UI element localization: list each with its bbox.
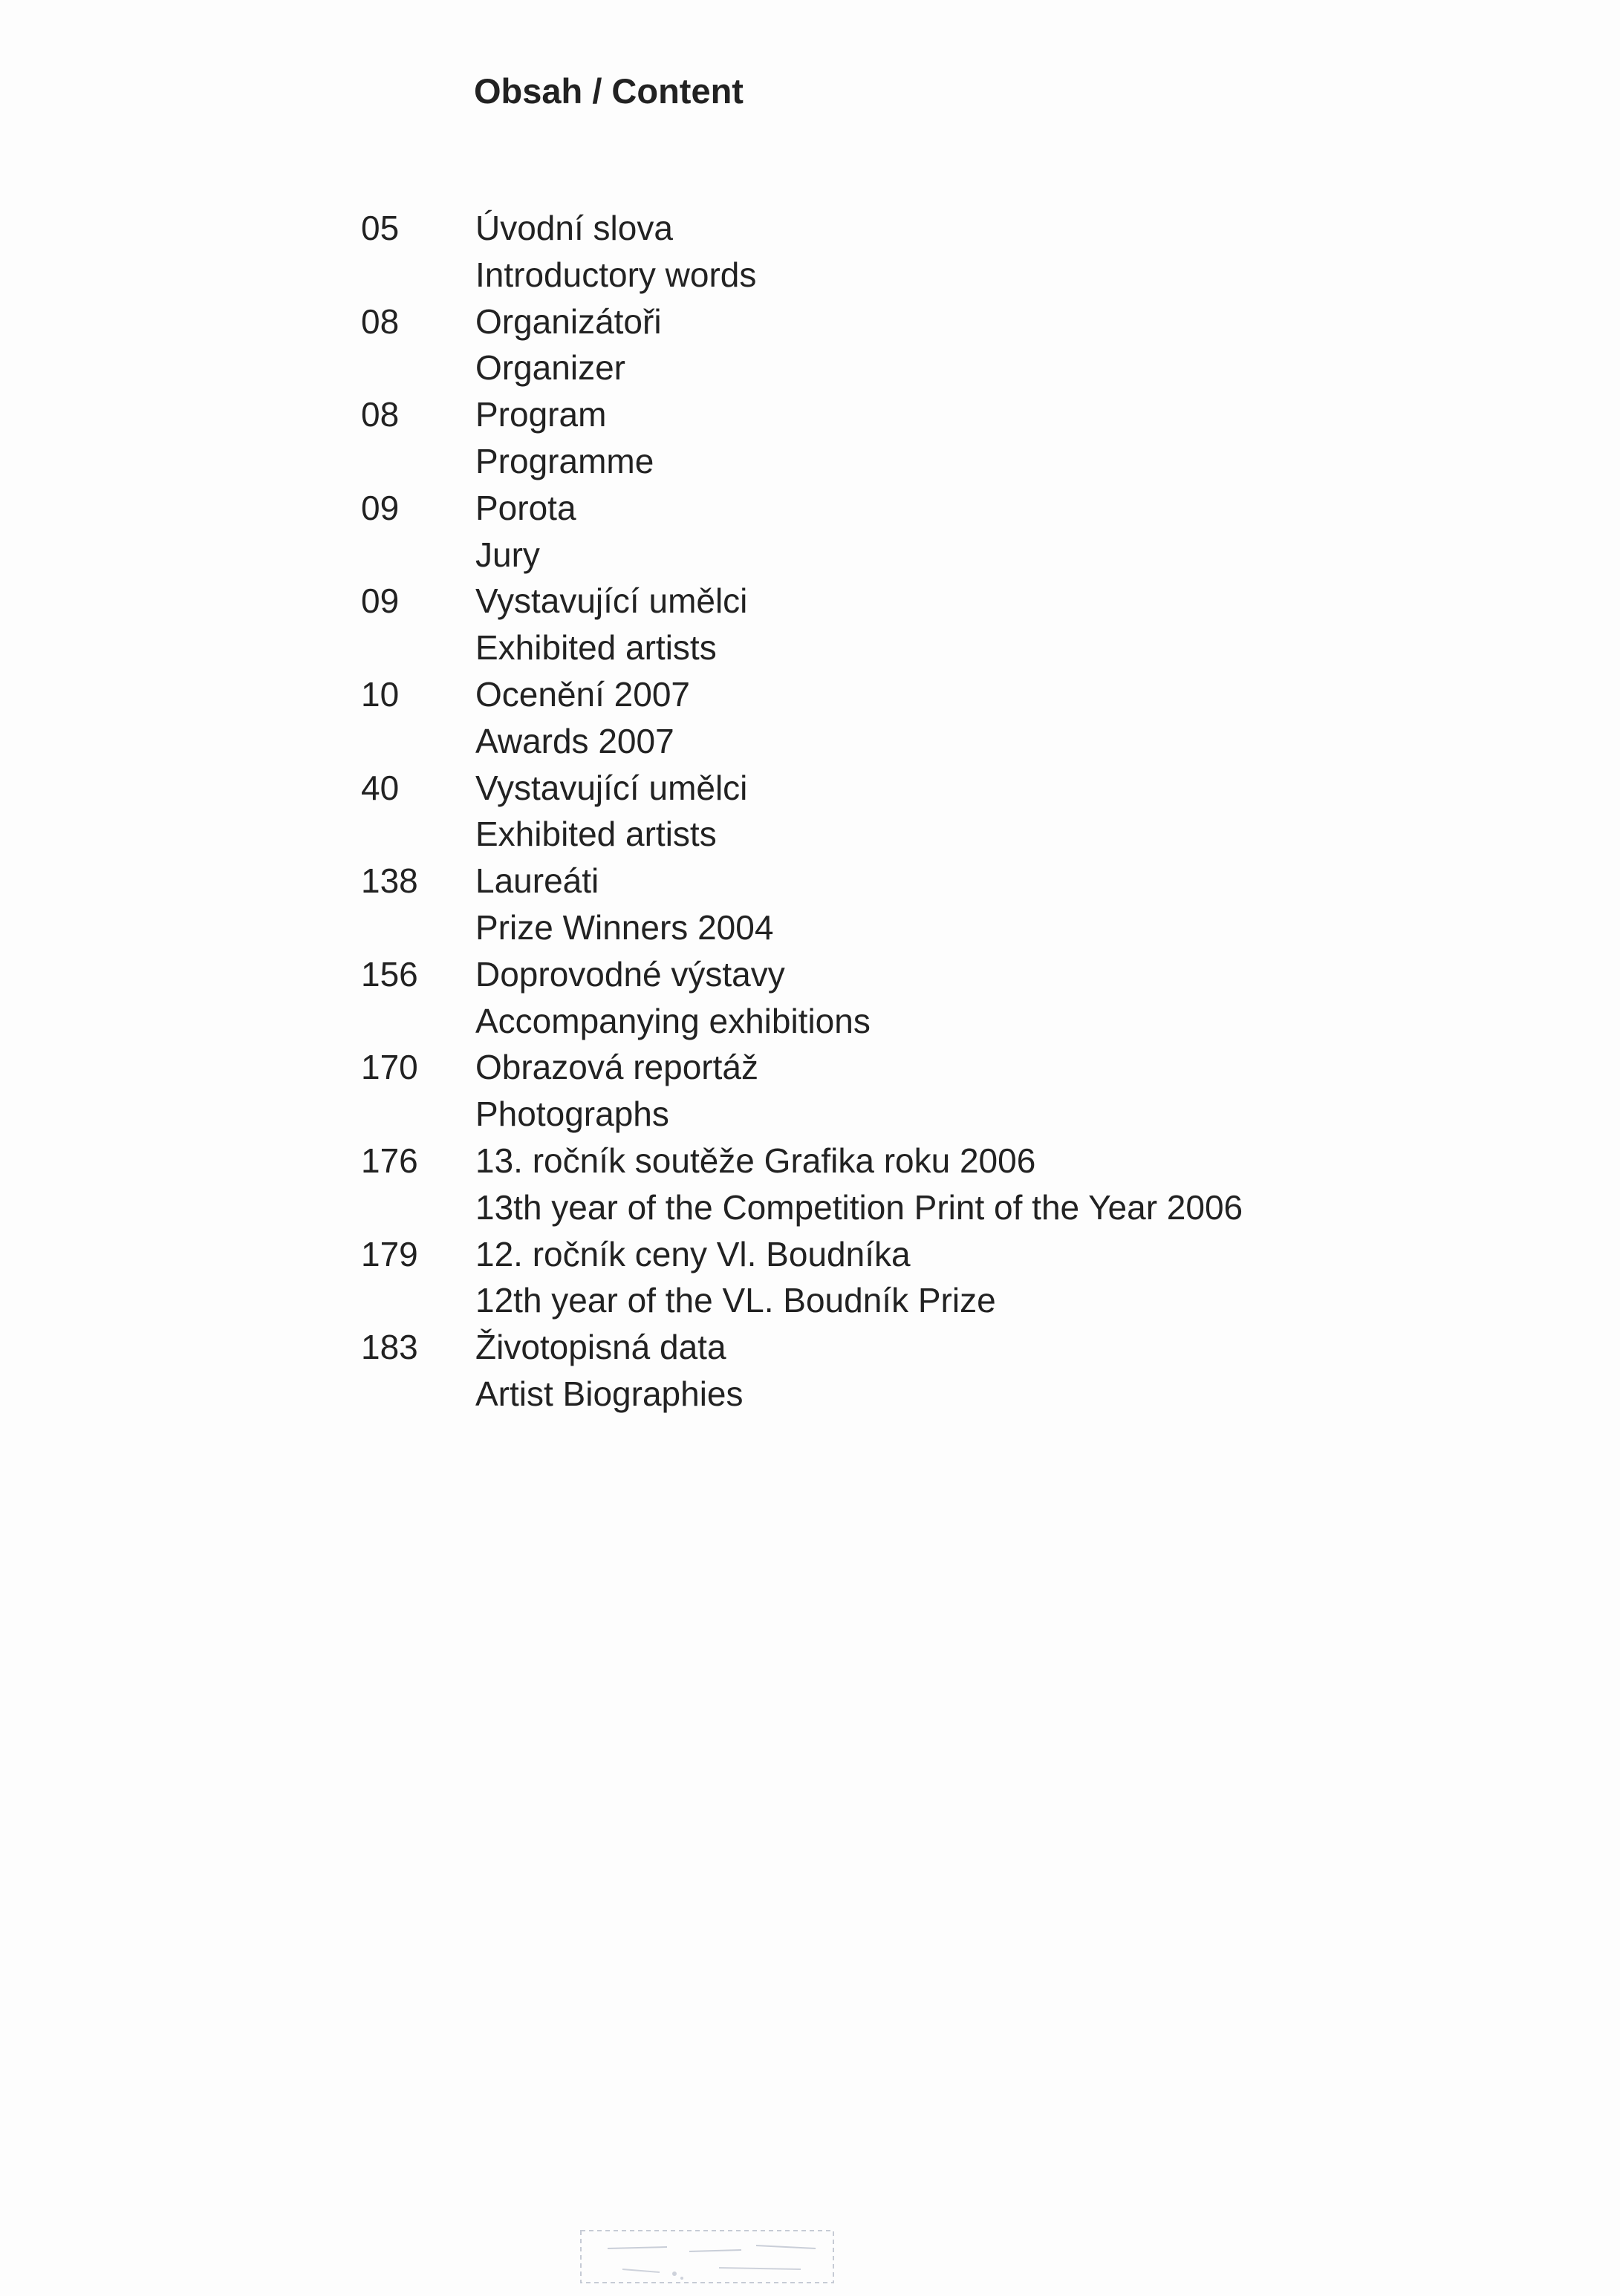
toc-page-number: 09 [361, 581, 400, 621]
toc-page-number: 138 [361, 861, 418, 901]
toc-entry-titles [475, 485, 1549, 578]
toc-page-number: 176 [361, 1141, 418, 1180]
toc-title-cz: Vystavující umělci [475, 581, 748, 621]
toc-title-cz: Doprovodné výstavy [475, 954, 785, 994]
toc-entry [361, 765, 1549, 858]
toc-entry-titles [475, 391, 1549, 485]
toc-title-cz: Životopisná data [475, 1328, 726, 1367]
toc-title-cz: 13. ročník soutěže Grafika roku 2006 [475, 1141, 1036, 1180]
toc-title-cz: Porota [475, 488, 576, 527]
toc-entry [361, 485, 1549, 578]
toc-page-number: 170 [361, 1048, 418, 1087]
toc-entry [361, 391, 1549, 485]
toc-entry [361, 1138, 1549, 1231]
toc-page-number: 08 [361, 301, 400, 341]
toc-page-number: 05 [361, 209, 400, 247]
toc-title-en: Jury [475, 535, 540, 574]
toc-entry-titles [475, 671, 1549, 765]
toc-entry [361, 299, 1549, 392]
toc-title-en: Exhibited artists [475, 815, 717, 854]
toc-title-cz: Laureáti [475, 861, 599, 901]
toc-title-cz: Úvodní slova [475, 209, 673, 247]
toc-entry [361, 951, 1549, 1045]
toc-entry-titles [475, 1231, 1549, 1325]
toc-title-cz: Vystavující umělci [475, 768, 748, 807]
toc-title-cz: Organizátoři [475, 301, 662, 341]
toc-title-en: Organizer [475, 348, 625, 388]
toc-page-number: 10 [361, 674, 400, 714]
toc-entry-titles [475, 299, 1549, 392]
toc-entry-titles [475, 578, 1549, 671]
page-title: Obsah / Content [474, 71, 744, 111]
toc-page-number: 156 [361, 954, 418, 994]
toc-entry-titles [475, 765, 1549, 858]
toc-title-cz: Program [475, 395, 607, 434]
toc-entry [361, 1044, 1549, 1138]
toc-title-en: Awards 2007 [475, 721, 674, 760]
toc-entry [361, 578, 1549, 671]
toc-page-number: 09 [361, 488, 400, 527]
toc-entry [361, 1324, 1549, 1418]
toc-page-number: 183 [361, 1328, 418, 1367]
toc-title-cz: 12. ročník ceny Vl. Boudníka [475, 1234, 911, 1273]
toc-title-cz: Obrazová reportáž [475, 1048, 758, 1087]
toc-title-en: Photographs [475, 1095, 669, 1134]
toc-title-en: Artist Biographies [475, 1374, 744, 1413]
toc-entry-titles [475, 205, 1549, 299]
toc-entry-titles [475, 951, 1549, 1045]
toc-entry-titles [475, 1138, 1549, 1231]
table-of-contents [361, 205, 1549, 1418]
toc-entry-titles [475, 1324, 1549, 1418]
toc-title-en: 13th year of the Competition Print of the Year 2006 [475, 1187, 1243, 1227]
toc-entry-titles [475, 858, 1549, 951]
toc-title-en: Prize Winners 2004 [475, 907, 774, 947]
toc-title-en: Programme [475, 441, 654, 480]
toc-entry [361, 1231, 1549, 1325]
toc-entry [361, 858, 1549, 951]
library-stamp-icon [578, 2226, 845, 2293]
toc-title-en: Accompanying exhibitions [475, 1001, 871, 1040]
toc-entry [361, 671, 1549, 765]
toc-title-cz: Ocenění 2007 [475, 674, 691, 714]
toc-entry-titles [475, 1044, 1549, 1138]
toc-title-en: Introductory words [475, 255, 757, 294]
toc-page-number: 40 [361, 768, 400, 807]
toc-page-number: 179 [361, 1234, 418, 1273]
toc-title-en: 12th year of the VL. Boudník Prize [475, 1281, 996, 1320]
toc-page-number: 08 [361, 395, 400, 434]
toc-entry [361, 205, 1549, 299]
toc-title-en: Exhibited artists [475, 628, 717, 668]
